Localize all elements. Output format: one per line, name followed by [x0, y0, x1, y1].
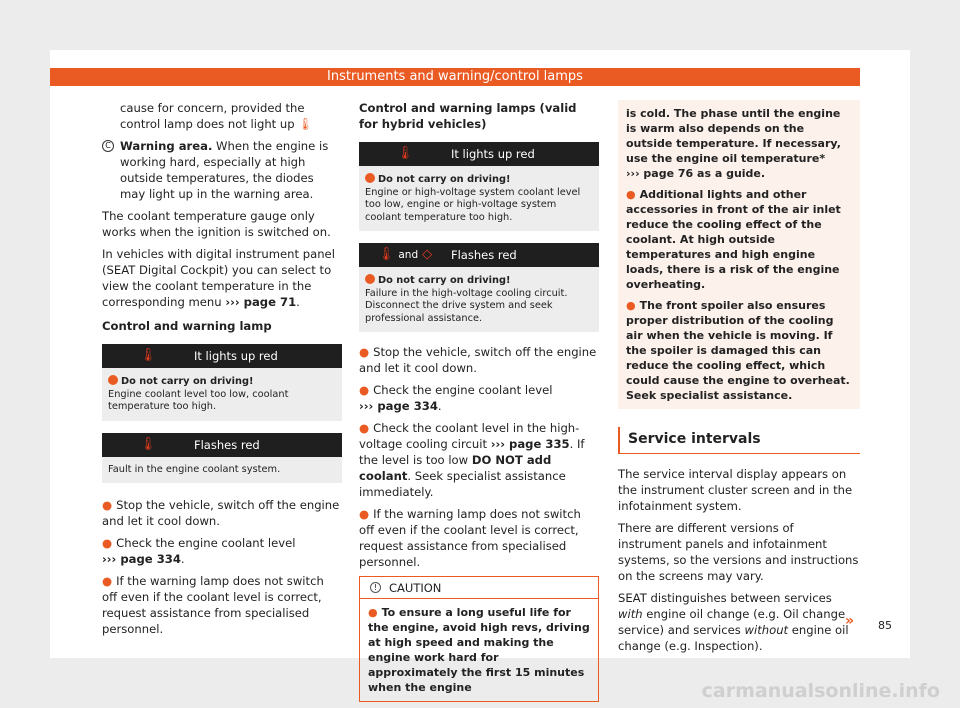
bullet-icon: ●	[102, 536, 113, 550]
lamp-description: Do not carry on driving! Failure in the high-voltage cooling circuit. Disconnect the drive system and seek professional assistance.	[359, 267, 599, 332]
bullet-icon: ●	[359, 383, 370, 397]
page-link[interactable]: ››› page 71	[225, 295, 297, 309]
page-header: Instruments and warning/control lamps	[50, 68, 860, 86]
bullet-item: ● Check the coolant level in the high-voltage cooling circuit ››› page 335. If the level is too low DO NOT add coolant. Seek specialist assistance immediately.	[359, 421, 585, 499]
page-number: 85	[878, 619, 892, 632]
column-3	[618, 100, 860, 660]
lamp-header: 🌡 It lights up red	[359, 142, 599, 166]
caution-icon: !	[370, 582, 381, 593]
section-title: Service intervals	[618, 427, 860, 454]
lamp-header: 🌡 It lights up red	[102, 344, 342, 368]
bullet-icon: ●	[626, 188, 636, 201]
bullet-icon: ●	[368, 606, 378, 619]
bullet-icon: ●	[102, 498, 113, 512]
coolant-temp-icon: 🌡	[298, 117, 314, 131]
coolant-temp-icon: 🌡	[377, 247, 395, 262]
next-page-arrow-icon: »	[845, 613, 855, 629]
bullet-item: ● Stop the vehicle, switch off the engine and let it cool down.	[359, 345, 597, 375]
bullet-icon: ●	[359, 345, 370, 359]
warning-icon	[365, 173, 375, 183]
bullet-item: ● If the warning lamp does not switch off even if the coolant level is correct, request assistance from specialised personnel.	[359, 507, 581, 569]
bullet-icon: ●	[359, 421, 370, 435]
section-heading: Control and warning lamps (valid for hybrid vehicles)	[359, 101, 577, 131]
paragraph: SEAT distinguishes between services with engine oil change (e.g. Oil change service) and services without engine oil change (e.g. Inspection).	[618, 591, 849, 653]
warning-area-paragraph: C Warning area. When the engine is working hard, especially at high outside temperatures, the diodes may light up in the warning area.	[102, 138, 342, 202]
paragraph: The service interval display appears on the instrument cluster screen and in the infotainment system.	[618, 467, 853, 513]
column-1	[102, 100, 342, 643]
caution-continuation-box: is cold. The phase until the engine is warm also depends on the outside temperature. If necessary, use the engine oil temperature* ››› page 76 as a guide. ● Additional lights and other accessories in front of the air inlet reduce the cooling effect of the coolant. At high outside temperatures and high engine loads, there is a risk of the engine overheating. ● The front spoiler also ensures proper distribution of the cooling air when the vehicle is moving. If the spoiler is damaged this can reduce the cooling effect, which could cause the engine to overheat. Seek specialist assistance.	[618, 100, 860, 409]
paragraph: The coolant temperature gauge only works when the ignition is switched on.	[102, 209, 331, 239]
lamp-header: 🌡 Flashes red	[102, 433, 342, 457]
caution-title: CAUTION	[389, 580, 442, 595]
bullet-item: ● If the warning lamp does not switch off even if the coolant level is correct, request assistance from specialised personnel.	[102, 574, 324, 636]
hybrid-cooling-icon: ◇	[422, 247, 433, 262]
lamp-description: Do not carry on driving! Engine coolant level too low, coolant temperature too high.	[102, 368, 342, 421]
lamp-header: 🌡 and ◇ Flashes red	[359, 243, 599, 267]
paragraph: cause for concern, provided the control lamp does not light up 🌡	[120, 101, 314, 131]
page-link[interactable]: ››› page 76	[626, 167, 694, 180]
paragraph: There are different versions of instrument panels and infotainment systems, so the versions and instructions on the screens may vary.	[618, 521, 859, 583]
bullet-icon: ●	[102, 574, 113, 588]
page-link[interactable]: ››› page 334	[359, 399, 438, 413]
warning-icon	[108, 375, 118, 385]
bullet-icon: ●	[626, 299, 636, 312]
column-2	[359, 100, 599, 702]
bullet-item: ● Check the engine coolant level ››› page 334.	[359, 383, 553, 413]
circle-c-icon: C	[102, 140, 114, 152]
page-link[interactable]: ››› page 335	[490, 437, 570, 451]
coolant-temp-icon: 🌡	[396, 146, 414, 161]
bullet-item: ● Stop the vehicle, switch off the engine and let it cool down.	[102, 498, 340, 528]
caution-box: ! CAUTION ● To ensure a long useful life for the engine, avoid high revs, driving at high speed and making the engine work hard for approximately the first 15 minutes when the engine	[359, 576, 599, 702]
coolant-temp-icon: 🌡	[139, 436, 157, 452]
page-link[interactable]: ››› page 334	[102, 552, 181, 566]
section-heading: Control and warning lamp	[102, 319, 272, 333]
bullet-icon: ●	[359, 507, 370, 521]
bullet-item: ● Check the engine coolant level ››› page 334.	[102, 536, 296, 566]
lamp-description: Do not carry on driving! Engine or high-voltage system coolant level too low, engine or high-voltage system coolant temperature too high.	[359, 166, 599, 231]
lamp-description: Fault in the engine coolant system.	[102, 457, 342, 484]
warning-icon	[365, 274, 375, 284]
coolant-temp-icon: 🌡	[139, 348, 157, 363]
paragraph: In vehicles with digital instrument panel (SEAT Digital Cockpit) you can select to view the coolant temperature in the corresponding menu ››› page 71.	[102, 247, 335, 309]
watermark: carmanualsonline.info	[701, 680, 940, 702]
